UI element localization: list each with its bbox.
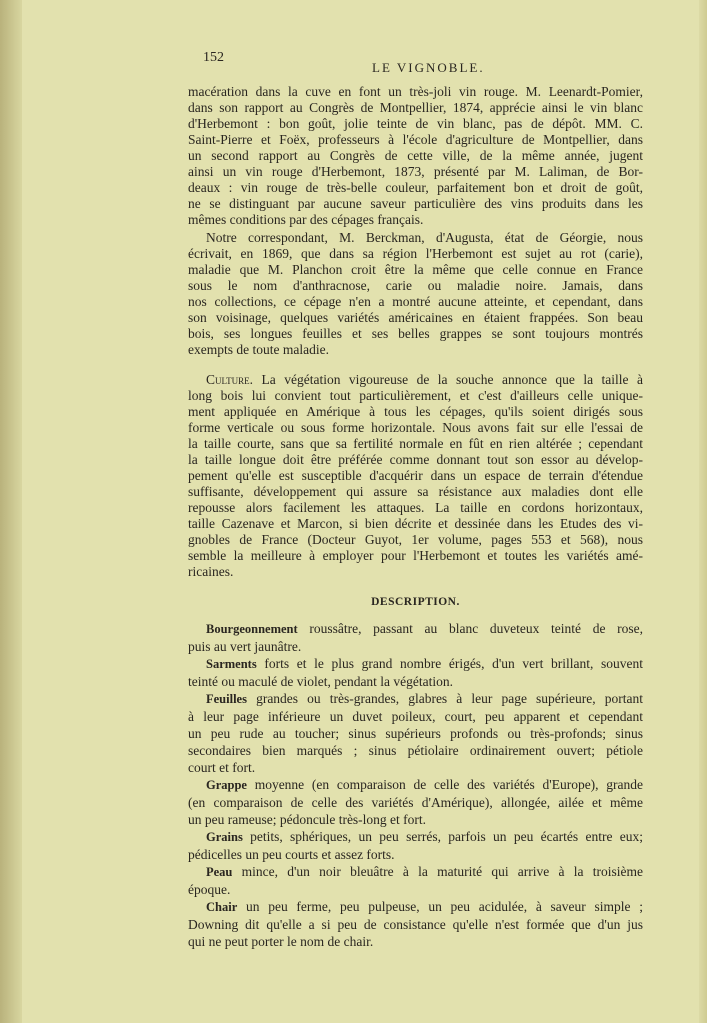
text-line xyxy=(188,516,643,532)
description-line xyxy=(188,708,643,725)
description-term: Feuilles xyxy=(206,692,247,706)
text-line: sous le nom d'anthracnose, carie ou maladie noire. Jamais, dans xyxy=(188,278,643,293)
text-line xyxy=(188,484,643,500)
text-line-content: la taille courte, sans que sa fertilité normale en fût en rien altérée ; cependant xyxy=(188,436,643,451)
text-line-content: un peu rude au toucher; sinus supérieurs profonds ou très-profonds; sinus xyxy=(188,726,643,741)
description-list xyxy=(188,620,643,950)
text-line: mêmes conditions par des cépages français. xyxy=(188,212,424,227)
text-line-content: pement qu'elle est susceptible d'acquérir dans un espace de terrain d'étendue xyxy=(188,468,643,483)
book-binding-edge xyxy=(0,0,22,1023)
text-line-content: un peu ferme, peu pulpeuse, un peu acidulée, à saveur simple ; xyxy=(237,899,643,914)
text-line-content: forts et le plus grand nombre érigés, d'un vert brillant, souvent xyxy=(256,656,643,671)
description-line xyxy=(188,811,643,828)
text-line-content: ment appliquée en Amérique à tous les cépages, qu'ils soient dirigés sous xyxy=(188,404,643,419)
description-term: Bourgeonnement xyxy=(206,622,298,636)
text-line-content: un peu rameuse; pédoncule très-long et fort. xyxy=(188,812,427,827)
text-line-content: court et fort. xyxy=(188,760,256,775)
text-line: Notre correspondant, M. Berckman, d'Augusta, état de Géorgie, nous xyxy=(206,230,643,245)
description-line xyxy=(188,725,643,742)
text-line-content: pédicelles un peu courts et assez forts. xyxy=(188,847,395,862)
text-line xyxy=(188,468,643,484)
description-line xyxy=(188,881,643,898)
description-line xyxy=(188,898,643,916)
text-line: bois, ses longues feuilles et ses belles grappes se sont toujours montrés xyxy=(188,326,643,341)
description-line xyxy=(188,655,643,673)
text-line-content: teinté ou maculé de violet, pendant la végétation. xyxy=(188,674,454,689)
text-line: écrivait, en 1869, que dans sa région l'Herbemont est sujet au rot (carie), xyxy=(188,246,643,261)
text-line: son voisinage, quelques variétés américaines en étaient frappées. Son beau xyxy=(188,310,643,325)
section-heading-description: DESCRIPTION. xyxy=(371,596,460,608)
text-line: ainsi un vin rouge d'Herbemont, 1873, présenté par M. Laliman, de Bor- xyxy=(188,164,643,179)
description-line xyxy=(188,794,643,811)
text-line-content: semble la meilleure à employer pour l'Herbemont et toutes les variétés amé- xyxy=(188,548,643,563)
text-line: macération dans la cuve en font un très-joli vin rouge. M. Leenardt-Pomier, xyxy=(188,84,643,99)
description-term: Sarments xyxy=(206,657,257,671)
description-line xyxy=(188,846,643,863)
text-line xyxy=(188,548,643,564)
text-line xyxy=(188,500,643,516)
running-head: LE VIGNOBLE. xyxy=(372,60,485,75)
text-line: exempts de toute maladie. xyxy=(188,342,329,357)
text-line-content: suffisante, développement qui assure sa résistance aux maladies dont elle xyxy=(188,484,643,499)
text-line-content: taille Cazenave et Marcon, si bien décrite et dessinée dans les Etudes des vi- xyxy=(188,516,643,531)
description-line xyxy=(188,690,643,708)
text-line: un second rapport au Congrès de cette ville, de la même année, jugent xyxy=(188,148,643,163)
text-line: ne se distinguant par aucune saveur particulière des vins produits dans les xyxy=(188,196,643,211)
description-term: Peau xyxy=(206,865,233,879)
text-line-content: puis au vert jaunâtre. xyxy=(188,639,302,654)
text-line xyxy=(188,532,643,548)
text-line xyxy=(188,436,643,452)
text-line-content: long bois lui convient tout particulièrement, et c'est d'ailleurs celle unique- xyxy=(188,388,643,403)
text-line-content: forme verticale ou sous forme horizontale. Nous avons fait sur elle l'essai de xyxy=(188,420,643,435)
description-term: Grappe xyxy=(206,778,247,792)
text-line-content: gnobles de France (Docteur Guyot, 1er volume, pages 553 et 568), nous xyxy=(188,532,643,547)
text-line: dans son rapport au Congrès de Montpellier, 1874, apprécie ainsi le vin blanc xyxy=(188,100,643,115)
text-line-content: moyenne (en comparaison de celle des variétés d'Europe), grande xyxy=(246,777,643,792)
description-line xyxy=(188,759,643,776)
text-line-content: roussâtre, passant au blanc duveteux teinté de rose, xyxy=(297,621,643,636)
description-term: Grains xyxy=(206,830,243,844)
text-line-content: repousse alors facilement les attaques. La taille en cordons horizontaux, xyxy=(188,500,643,515)
text-line xyxy=(188,452,643,468)
description-line xyxy=(188,776,643,794)
text-line-content: (en comparaison de celle des variétés d'Amérique), allongée, ailée et même xyxy=(188,795,643,810)
text-line xyxy=(188,372,643,388)
text-line: nos collections, ce cépage n'en a montré aucune atteinte, et cependant, dans xyxy=(188,294,643,309)
description-line xyxy=(188,742,643,759)
text-line xyxy=(188,388,643,404)
description-line xyxy=(188,933,643,950)
text-line-content: grandes ou très-grandes, glabres à leur page supérieure, portant xyxy=(246,691,643,706)
description-line xyxy=(188,828,643,846)
text-line-content: Downing dit qu'elle a si peu de consistance qu'elle n'est formée que d'un jus xyxy=(188,917,643,932)
text-line-content: qui ne peut porter le nom de chair. xyxy=(188,934,374,949)
text-line: d'Herbemont : bon goût, jolie teinte de vin blanc, pas de dépôt. MM. C. xyxy=(188,116,643,131)
text-line xyxy=(188,564,643,580)
paragraph-berckman xyxy=(188,230,643,358)
description-term: Chair xyxy=(206,900,238,914)
text-line-content: à leur page inférieure un duvet poileux, court, peu apparent et cependant xyxy=(188,709,643,724)
description-line xyxy=(188,673,643,690)
text-line xyxy=(188,420,643,436)
culture-label: Culture. xyxy=(206,372,254,387)
text-line xyxy=(188,404,643,420)
paragraph-culture xyxy=(188,372,643,580)
text-line-content: la taille longue doit être préférée comme donnant tout son essor au dévelop- xyxy=(188,452,643,467)
text-line: deaux : vin rouge de très-belle couleur, parfaitement bon et droit de goût, xyxy=(188,180,643,195)
text-line-content: petits, sphériques, un peu serrés, parfois un peu écartés entre eux; xyxy=(242,829,643,844)
text-line-content: secondaires bien marqués ; sinus pétiolaire ordinairement ouvert; pétiole xyxy=(188,743,643,758)
text-line-content: mince, d'un noir bleuâtre à la maturité qui arrive à la troisième xyxy=(232,864,643,879)
text-line: maladie que M. Planchon croit être la même que celle connue en France xyxy=(188,262,643,277)
text-line-content: époque. xyxy=(188,882,231,897)
page-right-edge xyxy=(699,0,707,1023)
paragraph-continuation xyxy=(188,84,643,228)
text-line: Saint-Pierre et Foëx, professeurs à l'école d'agriculture de Montpellier, dans xyxy=(188,132,643,147)
description-line xyxy=(188,863,643,881)
description-line xyxy=(188,638,643,655)
description-line xyxy=(188,916,643,933)
text-line-content: ricaines. xyxy=(188,564,234,579)
page-number: 152 xyxy=(203,50,224,65)
description-line xyxy=(188,620,643,638)
page-body xyxy=(188,84,643,950)
text-line-content: La végétation vigoureuse de la souche annonce que la taille à xyxy=(253,372,643,387)
